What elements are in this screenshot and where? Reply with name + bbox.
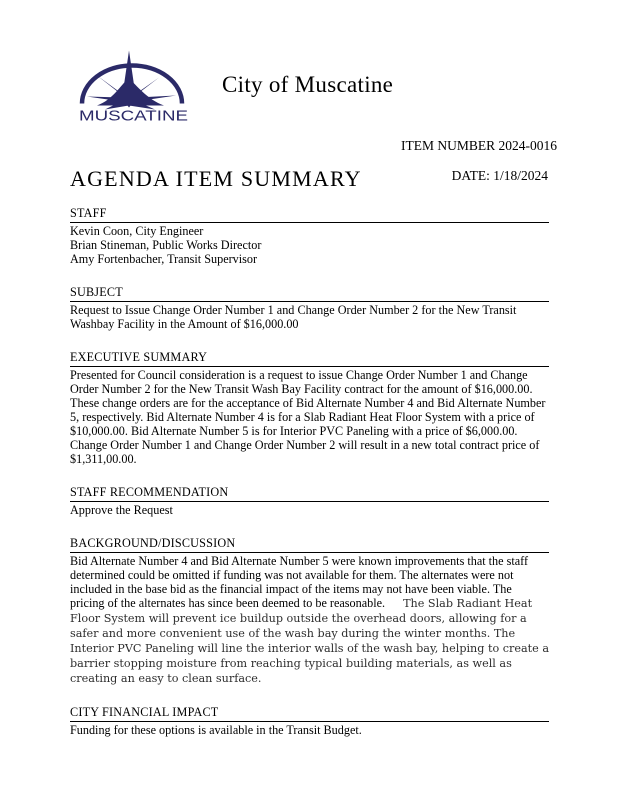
background-heading: BACKGROUND/DISCUSSION: [70, 536, 549, 553]
staff-recommendation-heading: STAFF RECOMMENDATION: [70, 485, 549, 502]
city-financial-impact-text: Funding for these options is available in the Transit Budget.: [70, 723, 362, 737]
staff-person: Brian Stineman, Public Works Director: [70, 238, 262, 252]
city-title: City of Muscatine: [222, 72, 394, 97]
document-body: [70, 206, 549, 737]
staff-person: Kevin Coon, City Engineer: [70, 224, 204, 238]
city-financial-impact-heading: CITY FINANCIAL IMPACT: [70, 705, 549, 722]
date-label: DATE: 1/18/2024: [451, 168, 548, 183]
staff-person: Amy Fortenbacher, Transit Supervisor: [70, 252, 258, 266]
pearl-starburst-icon: [77, 48, 190, 126]
muscatine-logo: [77, 48, 190, 126]
executive-summary-text: Presented for Council consideration is a request to issue Change Order Number 1 and Change Order Number 2 for the New Transit Wash Bay Facility contract for the amount of $16,000.00. These change orders are for the acceptance of Bid Alternate Number 4 and Bid Alternate Number 5, respectively. Bid Alternate Number 4 is for a Slab Radiant Heat Floor System with a price of $10,000.00. Bid Alternate Number 5 is for Interior PVC Paneling with a price of $6,000.00. Change Order Number 1 and Change Order Number 2 will result in a new total contract price of $1,311,00.00.: [70, 368, 546, 466]
subject-text: Request to Issue Change Order Number 1 and Change Order Number 2 for the New Transit Washbay Facility in the Amount of $16,000.00: [70, 303, 517, 331]
staff-heading: STAFF: [70, 206, 549, 223]
section-executive-summary: [70, 350, 549, 466]
section-city-financial-impact: [70, 705, 549, 737]
subject-heading: SUBJECT: [70, 285, 549, 302]
background-text: [70, 554, 549, 686]
background-text-part2: The Slab Radiant Heat Floor System will prevent ice buildup outside the overhead doors, allowing for a safer and more convenient use of the wash bay during the winter months. The Interior PVC Paneling will line the interior walls of the wash bay, helping to create a barrier stopping moisture from reaching typical building materials, as well as creating an easy to clean surface.: [70, 597, 550, 685]
item-number: ITEM NUMBER 2024-0016: [401, 138, 557, 153]
logo-wordmark: MUSCATINE: [79, 107, 188, 125]
page-title: AGENDA ITEM SUMMARY: [70, 166, 362, 191]
staff-recommendation-text: Approve the Request: [70, 503, 173, 517]
section-staff: [70, 206, 549, 266]
section-subject: [70, 285, 549, 331]
background-text-part1: Bid Alternate Number 4 and Bid Alternate Number 5 were known improvements that the staff determined could be omitted if funding was not available for them. The alternates were not included in the base bid as the financial impact of the items may not have been viable. The pricing of the alternates has since been deemed to be reasonable.: [70, 554, 529, 610]
section-background: [70, 536, 549, 686]
executive-summary-heading: EXECUTIVE SUMMARY: [70, 350, 549, 367]
section-staff-recommendation: [70, 485, 549, 517]
